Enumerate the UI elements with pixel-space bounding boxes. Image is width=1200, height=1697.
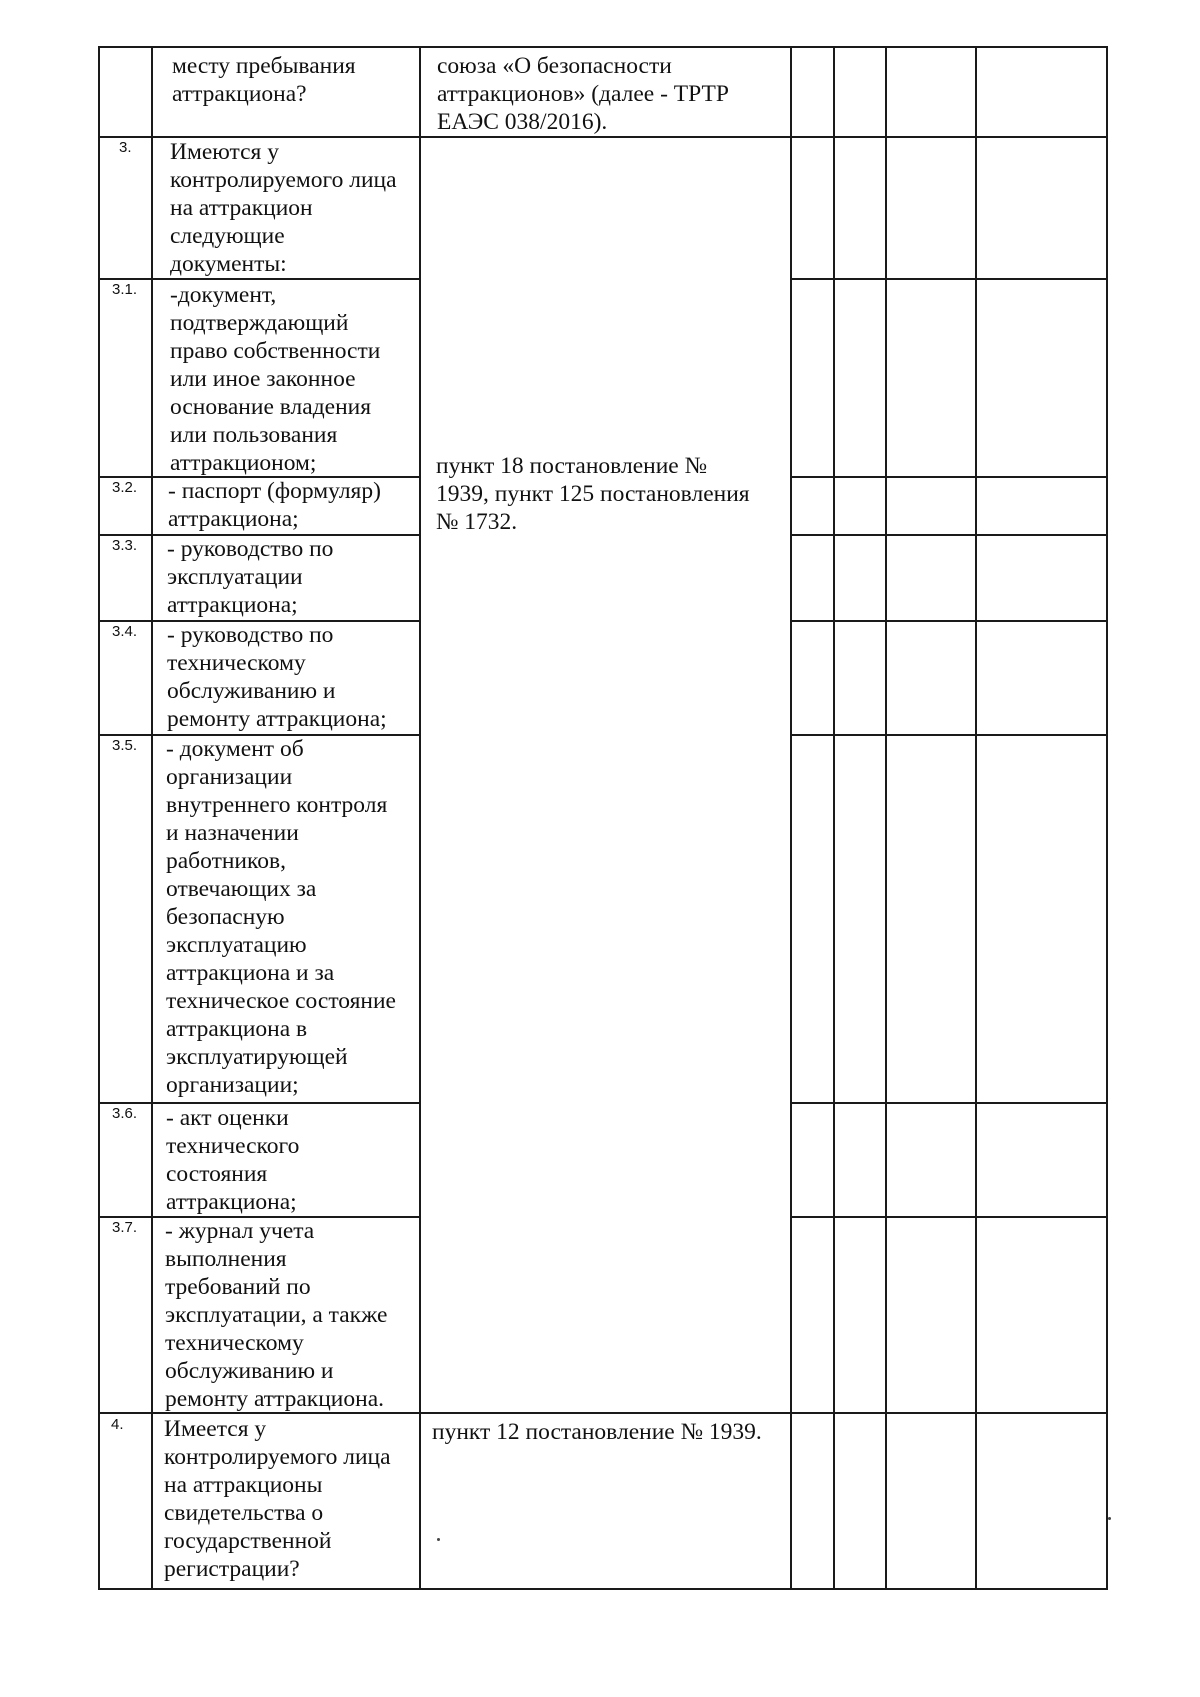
row-number: 3.5. <box>112 737 138 754</box>
row-number: 3.2. <box>112 479 138 496</box>
question-text: - акт оценки технического состояния аттракциона; <box>166 1105 300 1215</box>
question-text: - документ об организации внутреннего контроля и назначении работников, отвечающих за безопасную эксплуатацию аттракциона и за техническое состояние аттракциона в эксплуатирующей организации; <box>166 736 396 1098</box>
row-divider-3-1-right <box>790 278 1108 280</box>
basis-text-continued: союза «О безопасности аттракционов» (далее - ТРТР ЕАЭС 038/2016). <box>437 53 729 135</box>
question-text: - руководство по эксплуатации аттракциона; <box>167 536 334 618</box>
table-border-top <box>98 46 1108 48</box>
row-number: 3.4. <box>112 623 138 640</box>
table-border-bottom <box>98 1588 1108 1590</box>
row-divider-3-4-right <box>790 620 1108 622</box>
scan-speck <box>1108 1517 1111 1520</box>
question-text: - руководство по техническому обслуживанию и ремонту аттракциона; <box>167 622 387 732</box>
basis-text-documents: пункт 18 постановление № 1939, пункт 125 постановления № 1732. <box>436 453 750 535</box>
row-divider-3-1-left <box>98 278 421 280</box>
basis-text-registration: пункт 12 постановление № 1939. <box>432 1419 762 1445</box>
row-divider-3-7-right <box>790 1216 1108 1218</box>
row-number: 3.1. <box>112 281 138 298</box>
row-number: 3.3. <box>112 537 138 554</box>
question-text: -документ, подтверждающий право собственности или иное законное основание владения или пользования аттракционом; <box>170 282 381 476</box>
question-text: Имеются у контролируемого лица на аттракцион следующие документы: <box>170 139 397 277</box>
row-number: 3.7. <box>112 1219 138 1236</box>
row-divider-3-3-right <box>790 534 1108 536</box>
row-divider-3-6-right <box>790 1102 1108 1104</box>
row-divider-3-5-right <box>790 734 1108 736</box>
row-number: 4. <box>111 1416 124 1433</box>
scan-speck <box>437 1538 440 1541</box>
question-text: Имеется у контролируемого лица на аттракционы свидетельства о государственной регистрации? <box>164 1416 391 1582</box>
question-text: - паспорт (формуляр) аттракциона; <box>168 478 381 532</box>
row-divider-3-2-right <box>790 476 1108 478</box>
question-text: - журнал учета выполнения требований по эксплуатации, а также техническому обслуживанию и ремонту аттракциона. <box>165 1218 388 1412</box>
question-text-continued: месту пребывания аттракциона? <box>172 53 356 107</box>
row-number: 3.6. <box>112 1105 138 1122</box>
row-number: 3. <box>119 139 132 156</box>
